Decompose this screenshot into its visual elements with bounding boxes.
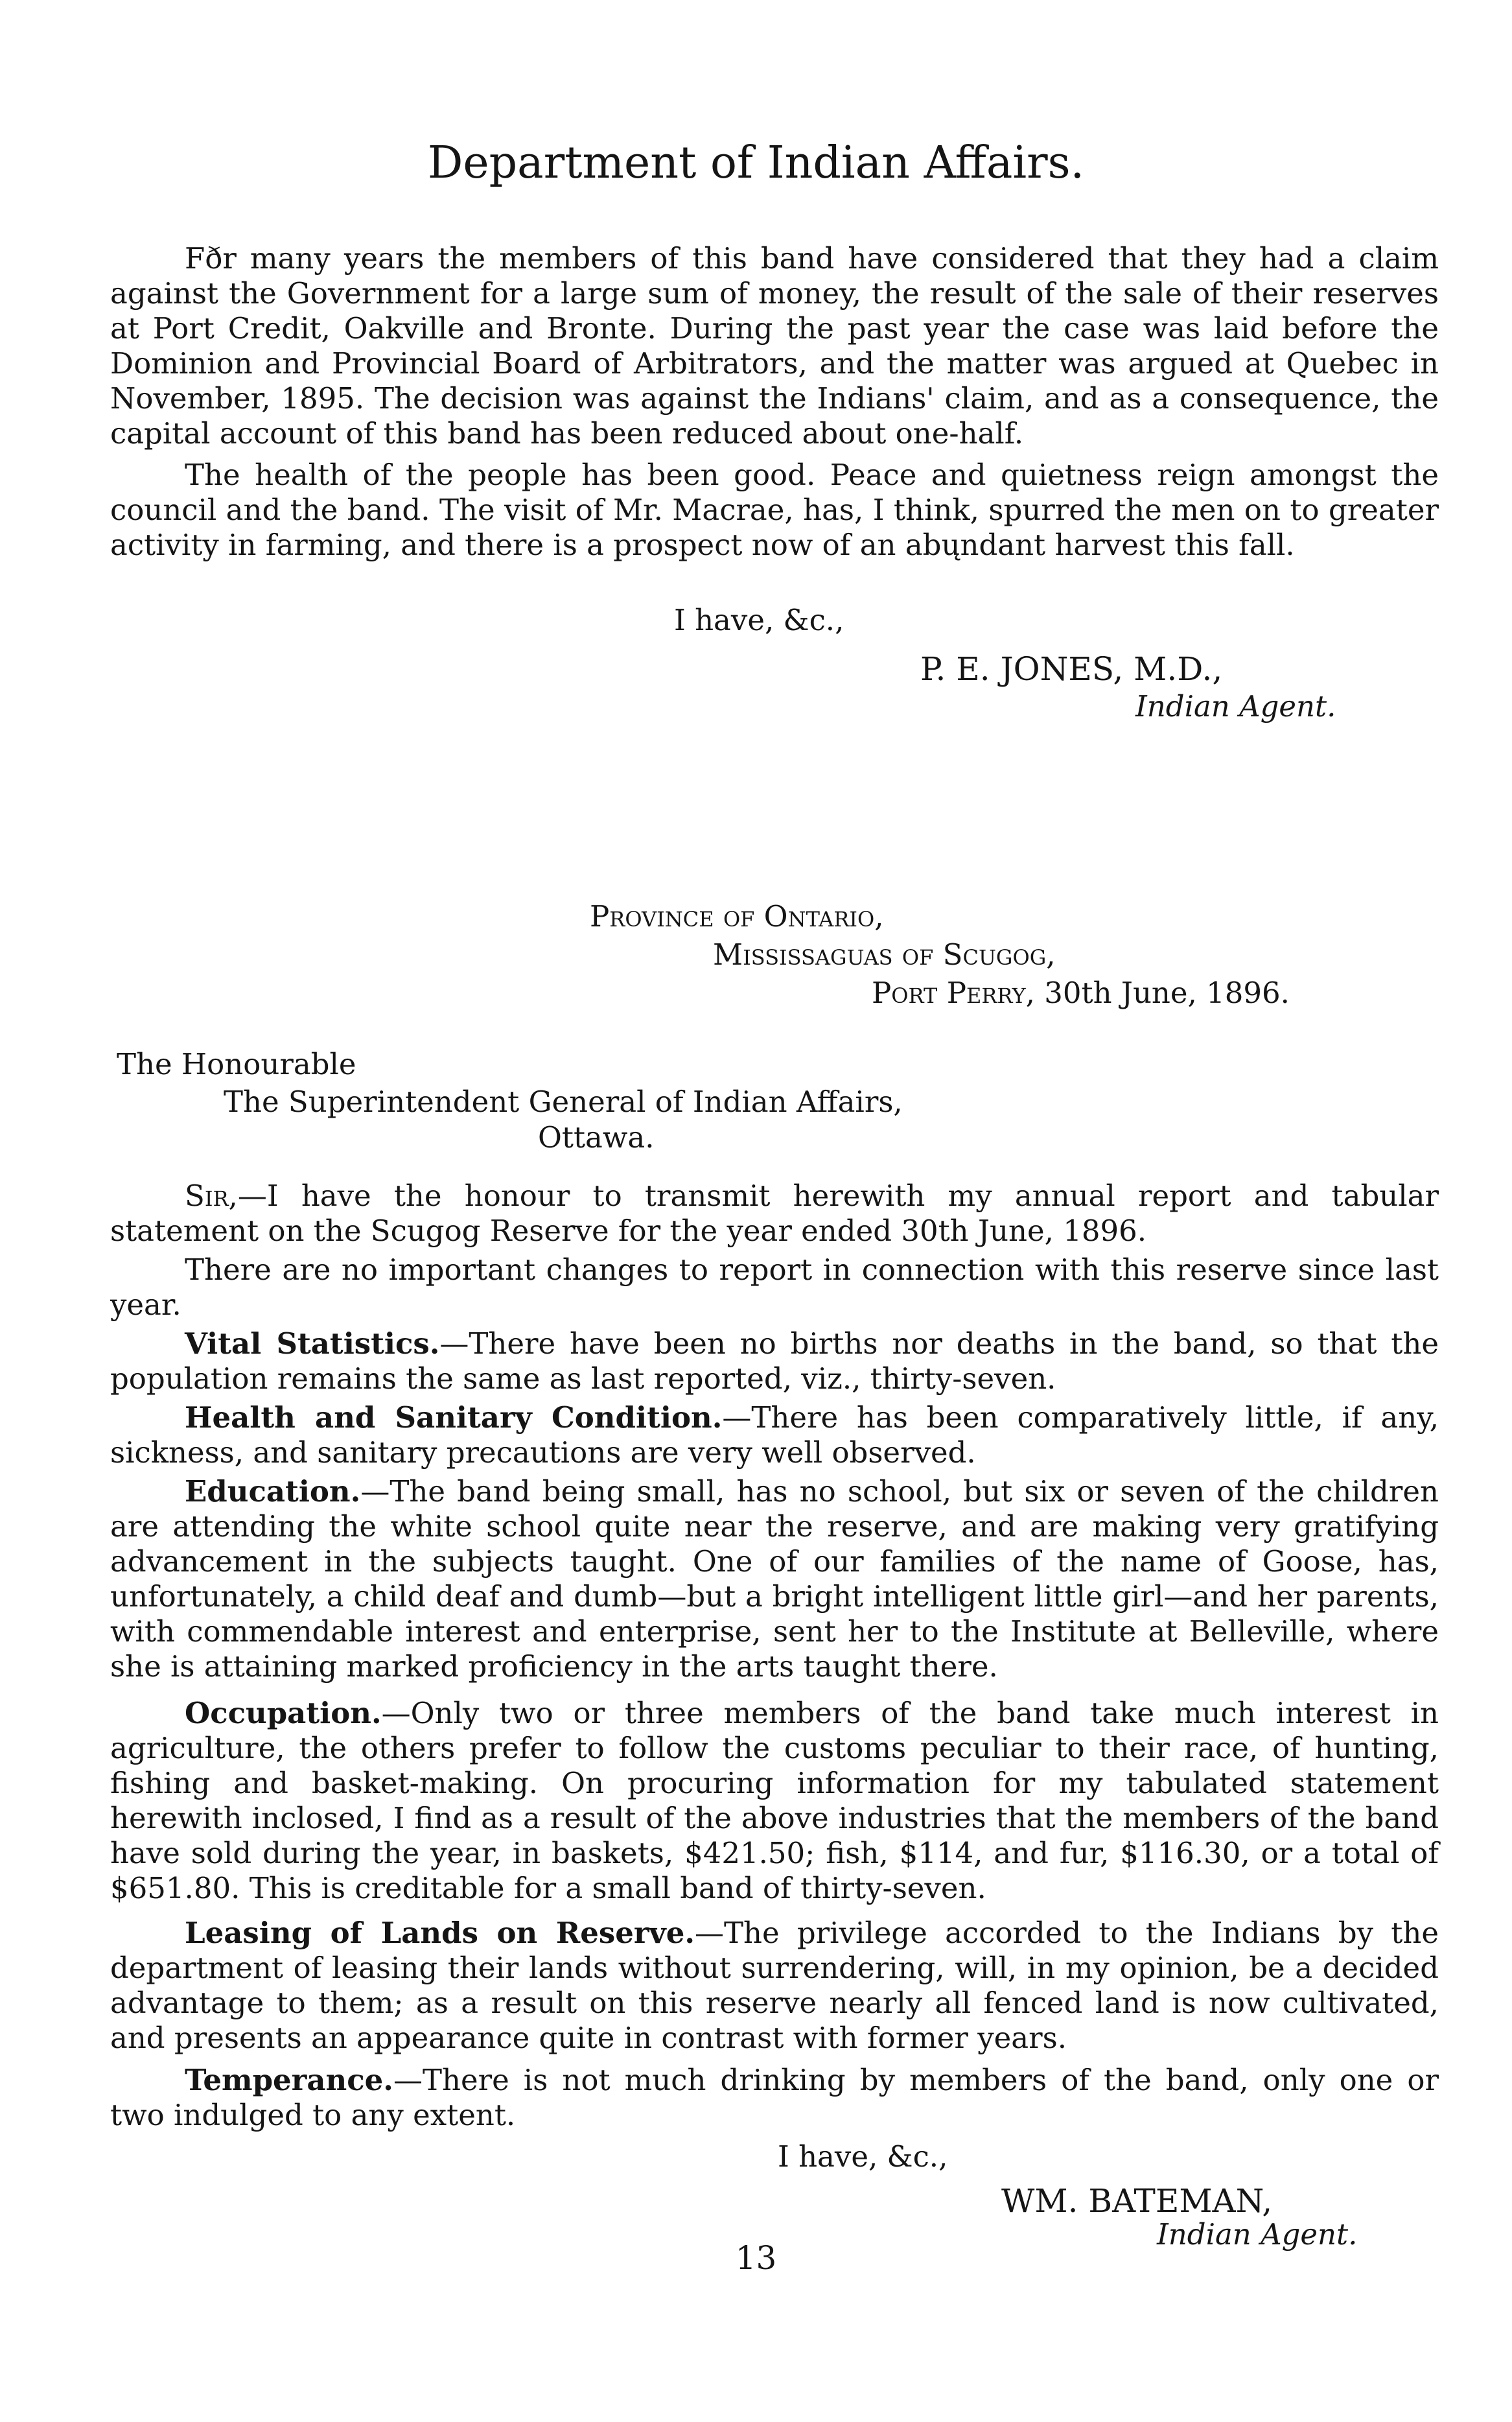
section-heading: Health and Sanitary Condition.	[185, 1400, 723, 1435]
letter2-place-date	[872, 976, 1290, 1011]
section-text: —The band being small, has no school, but six or seven of the children are attending the white school quite near the reserve, and are making very gratifying advancement in the subjects taught. One of our families of the name of Goose, has, unfortunately, a child deaf and dumb—but a bright intelligent little girl—and her parents, with commendable interest and enterprise, sent her to the Institute at Belleville, where she is attaining marked proficiency in the arts taught there.	[110, 1474, 1439, 1684]
section-heading: Leasing of Lands on Reserve.	[185, 1916, 695, 1950]
letter1-signature-title: Indian Agent.	[1135, 689, 1336, 723]
letter1-closing: I have, &c.,	[674, 603, 844, 637]
letter2-date: 30th June, 1896.	[1044, 976, 1290, 1010]
intro-text: —I have the honour to transmit herewith my annual report and tabular statement on the Scugog Reserve for the year ended 30th June, 1896.	[110, 1179, 1439, 1248]
section-health	[110, 1400, 1439, 1470]
letter1-signature-name: P. E. JONES, M.D.,	[920, 650, 1223, 688]
section-text: —There is not much drinking by members of the band, only one or two indulged to any extent.	[110, 2063, 1439, 2132]
letter2-place: Port Perry,	[872, 976, 1035, 1010]
section-occupation	[110, 1696, 1439, 1906]
section-education	[110, 1474, 1439, 1684]
section-text: —Only two or three members of the band take much interest in agriculture, the others prefer to follow the customs peculiar to their race, of hunting, fishing and basket-making. On procuring information for my tabulated statement herewith inclosed, I find as a result of the above industries that the members of the band have sold during the year, in baskets, $421.50; fish, $114, and fur, $116.30, or a total of $651.80. This is creditable for a small band of thirty-seven.	[110, 1696, 1439, 1905]
section-heading: Occupation.	[185, 1696, 382, 1730]
letter2-band: Mississaguas of Scugog,	[713, 937, 1056, 972]
section-heading: Temperance.	[185, 2063, 393, 2097]
section-text: —There has been comparatively little, if any, sickness, and sanitary precautions are very well observed.	[110, 1400, 1439, 1470]
letter2-intro-paragraph	[110, 1179, 1439, 1249]
letter1-paragraph-2: The health of the people has been good. Peace and quietness reign amongst the council and the band. The visit of Mr. Macrae, has, I think, spurred the men on to greater activity in farming, and there is a prospect now of an abųndant harvest this fall.	[110, 458, 1439, 562]
letter2-closing: I have, &c.,	[778, 2139, 948, 2174]
page-number: 13	[735, 2239, 777, 2277]
section-text: —The privilege accorded to the Indians by the department of leasing their lands without surrendering, will, in my opinion, be a decided advantage to them; as a result on this reserve nearly all fenced land is now cultivated, and presents an appearance quite in contrast with former years.	[110, 1916, 1439, 2055]
address-line-3: Ottawa.	[538, 1120, 655, 1155]
section-text: —There have been no births nor deaths in the band, so that the population remains the same as last reported, viz., thirty-seven.	[110, 1326, 1439, 1396]
page-title: Department of Indian Affairs.	[427, 137, 1085, 189]
address-line-2: The Superintendent General of Indian Affairs,	[224, 1085, 903, 1119]
letter2-signature-name: WM. BATEMAN,	[1001, 2182, 1273, 2220]
salutation: Sir,	[185, 1179, 238, 1213]
section-temperance	[110, 2063, 1439, 2133]
letter2-signature-title: Indian Agent.	[1157, 2217, 1358, 2252]
letter2-province: Province of Ontario,	[590, 899, 884, 934]
no-changes-paragraph: There are no important changes to report in connection with this reserve since last year.	[110, 1252, 1439, 1322]
section-leasing	[110, 1916, 1439, 2056]
section-heading: Education.	[185, 1474, 361, 1509]
section-heading: Vital Statistics.	[185, 1326, 440, 1361]
section-vital-statistics	[110, 1326, 1439, 1396]
letter1-paragraph-1: Fðr many years the members of this band have considered that they had a claim against the Government for a large sum of money, the result of the sale of their reserves at Port Credit, Oakville and Bronte. During the past year the case was laid before the Dominion and Provincial Board of Arbitrators, and the matter was argued at Quebec in November, 1895. The decision was against the Indians' claim, and as a consequence, the capital account of this band has been reduced about one-half.	[110, 241, 1439, 451]
address-line-1: The Honourable	[117, 1047, 356, 1081]
